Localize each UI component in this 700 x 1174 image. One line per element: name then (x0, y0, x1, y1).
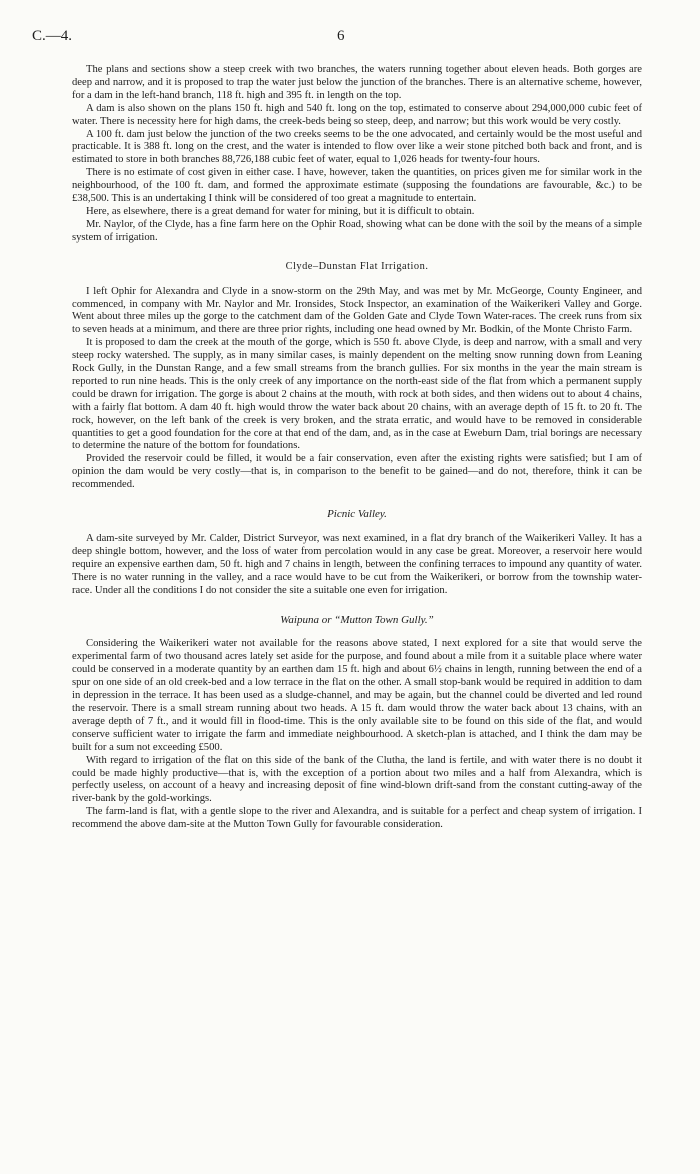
page-number: 6 (337, 28, 345, 44)
body-paragraph: With regard to irrigation of the flat on this side of the bank of the Clutha, the land is fertile, and with water there is no doubt it could be made highly productive—that is, with the exception of a portion about two miles and a half from Alexandra, which is perfectly useless, on account of a heavy and increasing deposit of fine wind-blown drift-sand from the constant cutting-away of the river-bank by the gold-workings. (72, 754, 642, 805)
body-paragraph: It is proposed to dam the creek at the mouth of the gorge, which is 550 ft. above Clyde, is deep and narrow, with a small and very steep rocky watershed. The supply, as in many similar cases, is mainly dependent on the melting snow running down from Leaning Rock Gully, in the Dunstan Range, and a few small streams from the branch gullies. For six months in the year the main stream is reported to run nine heads. This is the only creek of any importance on the north-east side of the flat from which a permanent supply could be drawn for irrigation. The gorge is about 2 chains at the mouth, with rock at both sides, and then widens out to about 4 chains, with a fairly flat bottom. A dam 40 ft. high would throw the water back about 20 chains, with an average depth of 15 ft. to 20 ft. The rock, however, on the left bank of the creek is very broken, and the strata erratic, and would have to be removed in considerable quantities to get a good foundation for the core at that end of the dam, and, as in the case at Eweburn Dam, trial borings are necessary to determine the nature of the bottom for foundations. (72, 337, 642, 452)
section-heading-clyde-dunstan: Clyde–Dunstan Flat Irrigation. (285, 260, 429, 272)
page-header (32, 28, 668, 48)
section-heading-picnic-valley: Picnic Valley. (327, 508, 387, 521)
document-body (72, 64, 642, 832)
body-paragraph: The plans and sections show a steep creek with two branches, the waters running together about eleven heads. Both gorges are deep and narrow, and it is proposed to trap the water just below the junction of the branches. There is an alternative scheme, however, for a dam in the left-hand branch, 118 ft. high and 395 ft. in length on the top. (72, 64, 642, 101)
body-paragraph: A dam is also shown on the plans 150 ft. high and 540 ft. long on the top, estimated to conserve about 294,000,000 cubic feet of water. There is necessity here for high dams, the creek-beds being so steep, deep, and narrow; but this work would be very costly. (72, 102, 642, 127)
body-paragraph: There is no estimate of cost given in either case. I have, however, taken the quantities, on prices given me for similar work in the neighbourhood, of the 100 ft. dam, and formed the approximate estimate (supposing the foundations are favourable, &c.) to be £38,500. This is an undertaking I think will be considered of too great a magnitude to entertain. (72, 167, 642, 205)
body-paragraph: Considering the Waikerikeri water not available for the reasons above stated, I next explored for a site that would serve the experimental farm of two thousand acres lately set aside for the purpose, and found about a mile from it a suitable place where water could be conserved in a moderate quantity by an earthen dam 15 ft. high and about 6½ chains in length, running between the end of a spur on one side of an old creek-bed and a low terrace in the flat on the other. A small stop-bank would be required in addition to dam in depression in the terrace. It has been used as a sludge-channel, and may be again, but the channel could be diverted and led round the reservoir. There is a small stream running about two heads. A 15 ft. dam would throw the water back about 13 chains, with an average depth of 7 ft., and it would fill in flood-time. This is the only available site to be found on this side of the flat, and would conserve sufficient water to irrigate the farm and immediate neighbourhood. A sketch-plan is attached, and I think the dam may be built for a sum not exceeding £500. (72, 638, 642, 753)
body-paragraph: Here, as elsewhere, there is a great demand for water for mining, but it is difficult to obtain. (86, 205, 475, 217)
body-paragraph: A dam-site surveyed by Mr. Calder, District Surveyor, was next examined, in a flat dry branch of the Waikerikeri Valley. It has a deep shingle bottom, however, and the loss of water from percolation would in any case be great. Moreover, a reservoir here would require an expensive earthen dam, 50 ft. high and 7 chains in length, between the confining terraces to impound any quantity of water. There is no water running in the valley, and a race would have to be cut from the Waikerikeri, or borrow from the township water-race. Under all the conditions I do not consider the site a suitable one even for irrigation. (72, 533, 642, 596)
section-heading-waipuna: Waipuna or “Mutton Town Gully.” (280, 613, 434, 626)
body-paragraph: Mr. Naylor, of the Clyde, has a fine farm here on the Ophir Road, showing what can be done with the soil by the means of a simple system of irrigation. (72, 218, 642, 243)
body-paragraph: The farm-land is flat, with a gentle slope to the river and Alexandra, and is suitable for a perfect and cheap system of irrigation. I recommend the above dam-site at the Mutton Town Gully for favourable consideration. (72, 806, 642, 831)
body-paragraph: A 100 ft. dam just below the junction of the two creeks seems to be the one advocated, and certainly would be the most useful and practicable. It is 388 ft. long on the crest, and the water is intended to flow over like a weir stone pitched both back and front, and is estimated to store in both branches 88,726,188 cubic feet of water, equal to 1,026 heads for twenty-four hours. (72, 128, 642, 166)
body-paragraph: I left Ophir for Alexandra and Clyde in a snow-storm on the 29th May, and was met by Mr. McGeorge, County Engineer, and commenced, in company with Mr. Naylor and Mr. Ironsides, Stock Inspector, an examination of the Waikerikeri Valley and Gorge. Went about three miles up the gorge to the catchment dam of the Golden Gate and Clyde Town Water-races. The creek runs from six to seven heads at a minimum, and there are three prior rights, including one head owned by Mr. Bodkin, of the Monte Christo Farm. (72, 285, 642, 336)
document-reference: C.—4. (32, 28, 73, 44)
body-paragraph: Provided the reservoir could be filled, it would be a fair conservation, even after the existing rights were satisfied; but I am of opinion the dam would be very costly—that is, in comparison to the benefit to be gained—and do not, therefore, think it can be recommended. (72, 453, 642, 491)
